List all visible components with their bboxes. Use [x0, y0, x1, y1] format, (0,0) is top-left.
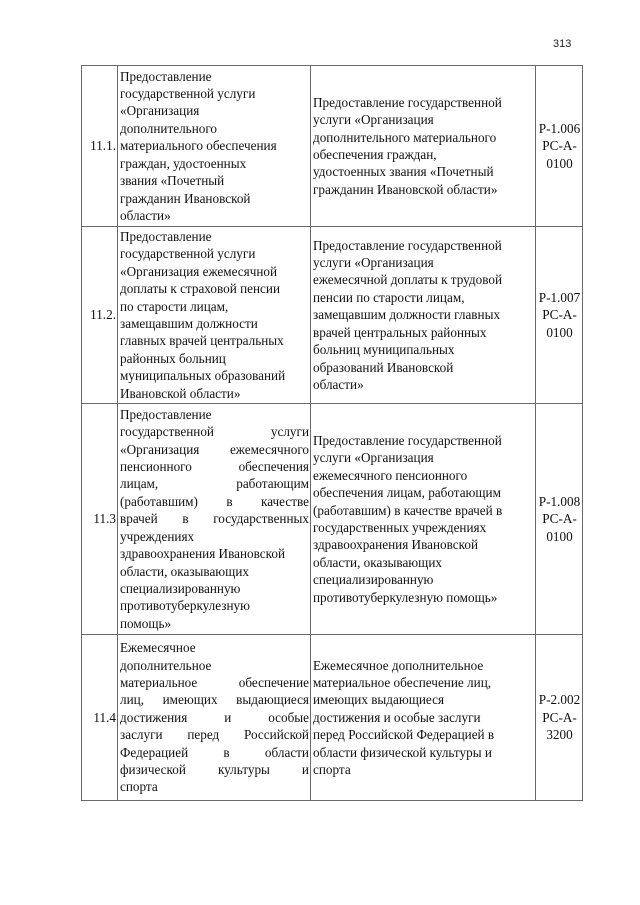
service-code-line: РС-А-: [542, 138, 577, 154]
service-name-cell: [118, 404, 311, 635]
service-code-line: Р-1.006: [538, 120, 581, 136]
service-code-line: Р-1.008: [538, 493, 581, 509]
service-description-line: обеспечения лицам, работающим: [313, 485, 501, 501]
service-name-line: специализированную: [120, 580, 241, 596]
table-row: [82, 635, 583, 801]
service-description-line: обеспечения граждан,: [313, 147, 437, 162]
service-description-line: врачей центральных районных: [313, 324, 487, 340]
service-name-cell: [118, 227, 311, 404]
service-name-line: «Организация ежемесячной: [120, 263, 278, 279]
service-name-line: муниципальных образований: [120, 368, 286, 384]
service-description-line: здравоохранения Ивановской: [313, 537, 479, 553]
service-description-line: области, оказывающих: [313, 554, 442, 570]
row-number: 11.3: [82, 404, 118, 635]
service-code-cell: [536, 635, 583, 801]
services-table: [81, 65, 583, 801]
service-description-cell: [311, 404, 536, 635]
service-name-line: здравоохранения Ивановской: [120, 546, 286, 562]
service-name-line: области, оказывающих: [120, 563, 249, 579]
table-row: [82, 227, 583, 404]
service-name-line: Ежемесячное: [120, 640, 196, 656]
service-description-line: больниц муниципальных: [313, 342, 455, 358]
service-name-line: противотуберкулезную: [120, 598, 250, 614]
service-description-line: гражданин Ивановской области»: [313, 181, 498, 197]
service-name-line: учреждениях: [120, 528, 195, 544]
service-code-cell: [536, 404, 583, 635]
service-name-line: дополнительное: [120, 657, 212, 673]
service-description-line: государственных учреждениях: [313, 520, 487, 535]
service-description-line: противотуберкулезную помощь»: [313, 589, 498, 605]
service-description-line: Предоставление государственной: [313, 432, 502, 448]
service-name-line: «Организация: [120, 103, 200, 119]
service-description-line: Предоставление государственной: [313, 94, 502, 110]
page-number: 313: [553, 38, 572, 50]
service-name-line: достижения и особые: [120, 709, 309, 725]
service-description-cell: [311, 66, 536, 227]
service-name-line: Ивановской области»: [120, 385, 241, 401]
service-description-line: услуги «Организация: [313, 255, 434, 271]
service-name-line: государственной услуги: [120, 246, 256, 262]
service-name-line: Предоставление: [120, 68, 212, 84]
service-name-line: Федерацией в области: [120, 744, 309, 760]
row-number: 11.4: [82, 635, 118, 801]
row-number: 11.1.: [82, 66, 118, 227]
service-description-line: области физической культуры и: [313, 744, 492, 760]
service-name-line: лицам, работающим: [120, 476, 309, 492]
service-description-line: спорта: [313, 762, 351, 778]
service-name-line: государственной услуги: [120, 424, 309, 440]
service-name-line: лиц, имеющих выдающиеся: [120, 692, 309, 708]
service-description-line: ежемесячной доплаты к трудовой: [313, 272, 503, 288]
service-code-line: Р-2.002: [538, 692, 581, 708]
service-name-line: пенсионного обеспечения: [120, 459, 309, 475]
service-name-line: замещавшим должности: [120, 316, 258, 331]
service-name-line: (работавшим) в качестве: [120, 493, 309, 509]
service-name-line: материального обеспечения: [120, 138, 277, 154]
service-description-line: достижения и особые заслуги: [313, 709, 481, 725]
service-name-line: главных врачей центральных: [120, 333, 284, 349]
table-row: [82, 404, 583, 635]
service-description-line: материальное обеспечение лиц,: [313, 674, 492, 690]
service-name-line: районных больниц: [120, 350, 226, 366]
service-name-cell: [118, 635, 311, 801]
service-code-line: 0100: [546, 324, 573, 340]
service-code-line: 0100: [546, 155, 573, 171]
service-name-line: физической культуры и: [120, 762, 309, 778]
service-description-line: образований Ивановской: [313, 359, 454, 375]
service-description-line: имеющих выдающиеся: [313, 692, 445, 708]
service-description-cell: [311, 227, 536, 404]
service-name-line: области»: [120, 207, 171, 223]
service-code-line: 0100: [546, 528, 573, 544]
service-name-line: доплаты к страховой пенсии: [120, 281, 281, 297]
service-description-line: Предоставление государственной: [313, 237, 502, 253]
service-code-line: РС-А-: [542, 307, 577, 323]
service-name-line: по старости лицам,: [120, 298, 229, 314]
service-name-line: гражданин Ивановской: [120, 190, 251, 206]
service-code-line: Р-1.007: [538, 289, 581, 305]
service-name-cell: [118, 66, 311, 227]
service-name-line: государственной услуги: [120, 86, 256, 102]
service-name-line: Предоставление: [120, 406, 212, 422]
service-name-line: врачей в государственных: [120, 511, 309, 527]
service-description-line: удостоенных звания «Почетный: [313, 164, 494, 180]
service-code-line: РС-А-: [542, 709, 577, 725]
table-row: [82, 66, 583, 227]
service-name-line: звания «Почетный: [120, 173, 225, 189]
service-name-line: дополнительного: [120, 120, 218, 136]
row-number: 11.2.: [82, 227, 118, 404]
service-description-line: услуги «Организация: [313, 112, 434, 128]
service-name-line: граждан, удостоенных: [120, 155, 247, 171]
service-description-line: замещавшим должности главных: [313, 307, 501, 323]
service-description-line: услуги «Организация: [313, 450, 434, 466]
service-code-line: 3200: [546, 727, 573, 743]
service-description-line: пенсии по старости лицам,: [313, 289, 465, 305]
service-code-line: РС-А-: [542, 511, 577, 527]
service-name-line: заслуги перед Российской: [120, 727, 309, 743]
service-description-line: перед Российской Федерацией в: [313, 727, 495, 743]
service-name-line: спорта: [120, 779, 158, 795]
service-description-line: Ежемесячное дополнительное: [313, 657, 484, 673]
service-code-cell: [536, 66, 583, 227]
service-description-cell: [311, 635, 536, 801]
service-description-line: ежемесячного пенсионного: [313, 467, 468, 483]
service-name-line: «Организация ежемесячного: [120, 441, 309, 457]
service-description-line: дополнительного материального: [313, 129, 497, 145]
service-description-line: специализированную: [313, 572, 434, 588]
service-name-line: материальное обеспечение: [120, 674, 309, 690]
service-code-cell: [536, 227, 583, 404]
service-description-line: области»: [313, 376, 364, 392]
service-name-line: помощь»: [120, 615, 172, 631]
service-description-line: (работавшим) в качестве врачей в: [313, 502, 503, 518]
service-name-line: Предоставление: [120, 228, 212, 244]
